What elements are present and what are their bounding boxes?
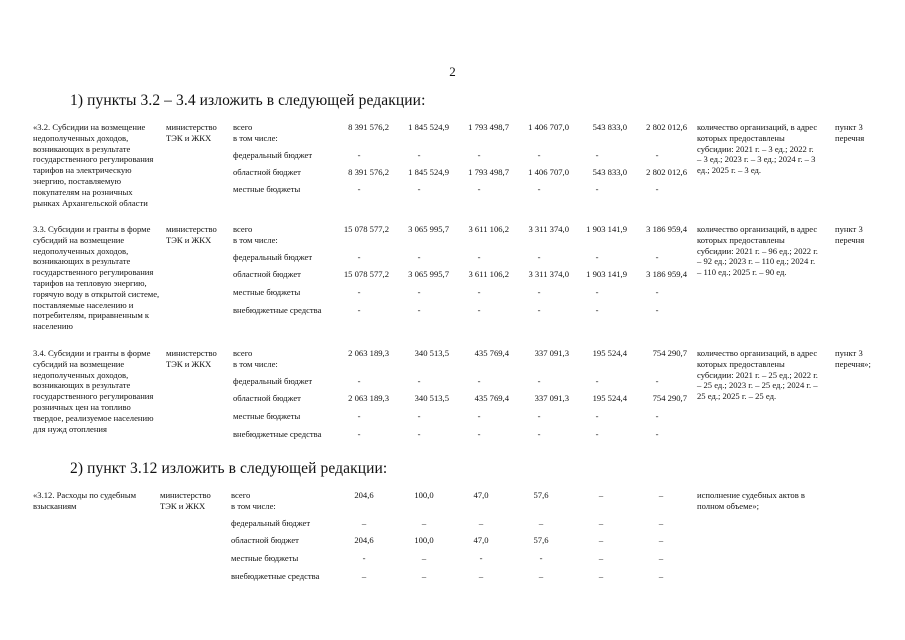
executor: министерство ТЭК и ЖКХ bbox=[166, 224, 217, 245]
funding-source-label: федеральный бюджет bbox=[233, 376, 313, 386]
amount-cell: 3 065 995,7 bbox=[408, 269, 449, 279]
amount-cell: - bbox=[477, 429, 481, 439]
funding-source-label: областной бюджет bbox=[233, 269, 301, 279]
amount-cell: - bbox=[362, 553, 366, 563]
amount-cell: 15 078 577,2 bbox=[343, 224, 389, 234]
funding-source-label: местные бюджеты bbox=[231, 553, 299, 563]
amount-cell: 3 611 106,2 bbox=[468, 269, 509, 279]
amount-cell: - bbox=[477, 150, 481, 160]
executor: министерство ТЭК и ЖКХ bbox=[166, 348, 217, 369]
funding-source-label: федеральный бюджет bbox=[231, 518, 311, 528]
funding-source-label: федеральный бюджет bbox=[233, 252, 313, 262]
amount-cell: – bbox=[421, 518, 427, 528]
funding-source-label: местные бюджеты bbox=[233, 287, 301, 297]
amount-cell: – bbox=[658, 490, 664, 500]
amount-cell: – bbox=[421, 553, 427, 563]
amount-cell: 435 769,4 bbox=[474, 348, 509, 358]
amount-cell: - bbox=[655, 252, 659, 262]
amount-cell: - bbox=[417, 150, 421, 160]
amount-cell: 3 186 959,4 bbox=[646, 224, 687, 234]
amount-cell: 2 802 012,6 bbox=[646, 122, 687, 132]
heading-1: 1) пункты 3.2 – 3.4 изложить в следующей редакции: bbox=[70, 92, 426, 109]
funding-source-label: областной бюджет bbox=[233, 167, 301, 177]
amount-cell: - bbox=[357, 411, 361, 421]
amount-cell: – bbox=[598, 553, 604, 563]
amount-cell: - bbox=[477, 252, 481, 262]
amount-cell: - bbox=[357, 184, 361, 194]
amount-cell: - bbox=[357, 429, 361, 439]
amount-cell: 2 802 012,6 bbox=[646, 167, 687, 177]
amount-cell: - bbox=[537, 429, 541, 439]
amount-cell: – bbox=[598, 518, 604, 528]
amount-cell: 340 513,5 bbox=[414, 348, 449, 358]
amount-cell: 195 524,4 bbox=[592, 348, 627, 358]
amount-cell: - bbox=[479, 553, 483, 563]
amount-cell: 1 793 498,7 bbox=[468, 122, 509, 132]
amount-cell: - bbox=[417, 252, 421, 262]
amount-cell: 47,0 bbox=[473, 535, 489, 545]
amount-cell: - bbox=[537, 150, 541, 160]
amount-cell: 337 091,3 bbox=[534, 393, 569, 403]
amount-cell: – bbox=[658, 553, 664, 563]
amount-cell: 15 078 577,2 bbox=[343, 269, 389, 279]
amount-cell: 435 769,4 bbox=[474, 393, 509, 403]
funding-source-label: всего bbox=[231, 490, 251, 500]
amount-cell: - bbox=[357, 150, 361, 160]
amount-cell: 3 311 374,0 bbox=[528, 269, 569, 279]
funding-source-label: внебюджетные средства bbox=[233, 429, 322, 439]
amount-cell: 100,0 bbox=[414, 535, 434, 545]
funding-source-label: внебюджетные средства bbox=[233, 305, 322, 315]
amount-cell: – bbox=[538, 518, 544, 528]
result-indicator: количество организаций, в адрес которых предоставлены субсидии: 2021 г. – 25 ед.; 2022 г. – 25 ед.; 2023 г. – 25 ед.; 2024 г. – 25 ед.; 2025 г. – 25 ед. bbox=[697, 348, 818, 402]
list-reference: пункт 3 перечня bbox=[835, 122, 865, 143]
amount-cell: 8 391 576,2 bbox=[348, 167, 389, 177]
amount-cell: - bbox=[537, 252, 541, 262]
amount-cell: - bbox=[655, 411, 659, 421]
measure-name: «3.2. Субсидии на возмещение недополученных доходов, возникающих в результате государственного регулирования тарифов на электрическую энергию, поставляемую покупателям на розничных рынках Архангельской области bbox=[33, 122, 154, 208]
amount-cell: - bbox=[537, 376, 541, 386]
funding-source-label: местные бюджеты bbox=[233, 411, 301, 421]
measure-name: 3.4. Субсидии и гранты в форме субсидий на возмещение недополученных доходов, возникающих в результате государственного регулирования розничных цен на топливо твердое, реализуемое населению для нужд отопления bbox=[33, 348, 154, 434]
amount-cell: – bbox=[538, 571, 544, 581]
amount-cell: - bbox=[417, 411, 421, 421]
funding-source-sublabel: в том числе: bbox=[233, 234, 278, 245]
amount-cell: 1 845 524,9 bbox=[408, 122, 449, 132]
amount-cell: - bbox=[595, 429, 599, 439]
funding-source-label: всего bbox=[233, 122, 253, 132]
amount-cell: – bbox=[361, 571, 367, 581]
amount-cell: 47,0 bbox=[473, 490, 489, 500]
amount-cell: 543 833,0 bbox=[592, 122, 627, 132]
amount-cell: 57,6 bbox=[533, 535, 549, 545]
amount-cell: 1 845 524,9 bbox=[408, 167, 449, 177]
result-indicator: количество организаций, в адрес которых предоставлены субсидии: 2021 г. – 96 ед.; 2022 г. – 92 ед.; 2023 г. – 110 ед.; 2024 г. – 110 ед.; 2025 г. – 90 ед. bbox=[697, 224, 818, 278]
amount-cell: - bbox=[417, 429, 421, 439]
list-reference: пункт 3 перечня bbox=[835, 224, 865, 245]
amount-cell: - bbox=[539, 553, 543, 563]
result-indicator: исполнение судебных актов в полном объеме»; bbox=[697, 490, 805, 511]
amount-cell: – bbox=[421, 571, 427, 581]
amount-cell: – bbox=[598, 535, 604, 545]
funding-source-label: областной бюджет bbox=[233, 393, 301, 403]
amount-cell: 204,6 bbox=[354, 490, 374, 500]
amount-cell: - bbox=[417, 184, 421, 194]
amount-cell: 1 903 141,9 bbox=[586, 224, 627, 234]
amount-cell: - bbox=[357, 376, 361, 386]
amount-cell: - bbox=[655, 429, 659, 439]
amount-cell: 340 513,5 bbox=[414, 393, 449, 403]
amount-cell: 754 290,7 bbox=[652, 348, 687, 358]
amount-cell: - bbox=[537, 411, 541, 421]
amount-cell: 3 186 959,4 bbox=[646, 269, 687, 279]
amount-cell: 1 903 141,9 bbox=[586, 269, 627, 279]
funding-source-label: всего bbox=[233, 348, 253, 358]
amount-cell: 1 406 707,0 bbox=[528, 122, 569, 132]
amount-cell: - bbox=[357, 305, 361, 315]
amount-cell: - bbox=[477, 184, 481, 194]
amount-cell: 1 406 707,0 bbox=[528, 167, 569, 177]
amount-cell: 3 311 374,0 bbox=[528, 224, 569, 234]
amount-cell: - bbox=[357, 287, 361, 297]
measure-name: «3.12. Расходы по судебным взысканиям bbox=[33, 490, 137, 511]
amount-cell: - bbox=[477, 411, 481, 421]
amount-cell: – bbox=[598, 490, 604, 500]
executor: министерство ТЭК и ЖКХ bbox=[160, 490, 211, 511]
page-number: 2 bbox=[449, 64, 456, 79]
amount-cell: - bbox=[595, 252, 599, 262]
amount-cell: - bbox=[595, 184, 599, 194]
amount-cell: - bbox=[655, 376, 659, 386]
funding-source-sublabel: в том числе: bbox=[233, 132, 278, 143]
amount-cell: - bbox=[595, 376, 599, 386]
amount-cell: - bbox=[357, 252, 361, 262]
executor: министерство ТЭК и ЖКХ bbox=[166, 122, 217, 143]
amount-cell: - bbox=[655, 305, 659, 315]
amount-cell: 3 611 106,2 bbox=[468, 224, 509, 234]
amount-cell: - bbox=[417, 305, 421, 315]
list-reference: пункт 3 перечня»; bbox=[835, 348, 871, 369]
amount-cell: 57,6 bbox=[533, 490, 549, 500]
amount-cell: – bbox=[658, 571, 664, 581]
amount-cell: - bbox=[655, 287, 659, 297]
amount-cell: 195 524,4 bbox=[592, 393, 627, 403]
heading-2: 2) пункт 3.12 изложить в следующей редакции: bbox=[70, 460, 388, 477]
amount-cell: - bbox=[477, 287, 481, 297]
amount-cell: 204,6 bbox=[354, 535, 374, 545]
amount-cell: - bbox=[595, 287, 599, 297]
amount-cell: - bbox=[595, 150, 599, 160]
funding-source-label: внебюджетные средства bbox=[231, 571, 320, 581]
amount-cell: 1 793 498,7 bbox=[468, 167, 509, 177]
funding-source-label: всего bbox=[233, 224, 253, 234]
amount-cell: - bbox=[655, 184, 659, 194]
funding-source-sublabel: в том числе: bbox=[233, 358, 278, 369]
amount-cell: – bbox=[658, 518, 664, 528]
amount-cell: - bbox=[477, 305, 481, 315]
amount-cell: 2 063 189,3 bbox=[348, 348, 389, 358]
amount-cell: – bbox=[658, 535, 664, 545]
amount-cell: - bbox=[595, 305, 599, 315]
amount-cell: – bbox=[598, 571, 604, 581]
amount-cell: - bbox=[477, 376, 481, 386]
amount-cell: 543 833,0 bbox=[592, 167, 627, 177]
amount-cell: 337 091,3 bbox=[534, 348, 569, 358]
amount-cell: 754 290,7 bbox=[652, 393, 687, 403]
amount-cell: - bbox=[417, 287, 421, 297]
amount-cell: - bbox=[537, 287, 541, 297]
funding-source-label: областной бюджет bbox=[231, 535, 299, 545]
amount-cell: – bbox=[478, 571, 484, 581]
amount-cell: 8 391 576,2 bbox=[348, 122, 389, 132]
funding-source-label: федеральный бюджет bbox=[233, 150, 313, 160]
funding-source-label: местные бюджеты bbox=[233, 184, 301, 194]
amount-cell: - bbox=[537, 184, 541, 194]
amount-cell: – bbox=[478, 518, 484, 528]
measure-name: 3.3. Субсидии и гранты в форме субсидий на возмещение недополученных доходов, возникающих в результате государственного регулирования тарифов на тепловую энергию, горячую воду в открытой системе, поставляемые населению и потребителям, приравненным к населению bbox=[33, 224, 160, 332]
funding-source-sublabel: в том числе: bbox=[231, 500, 276, 511]
amount-cell: 2 063 189,3 bbox=[348, 393, 389, 403]
amount-cell: 100,0 bbox=[414, 490, 434, 500]
amount-cell: - bbox=[655, 150, 659, 160]
result-indicator: количество организаций, в адрес которых предоставлены субсидии: 2021 г. – 3 ед.; 2022 г. – 3 ед.; 2023 г. – 3 ед.; 2024 г. – 3 ед.; 2025 г. – 3 ед. bbox=[697, 122, 818, 176]
amount-cell: - bbox=[417, 376, 421, 386]
amount-cell: – bbox=[361, 518, 367, 528]
amount-cell: - bbox=[595, 411, 599, 421]
amount-cell: - bbox=[537, 305, 541, 315]
amount-cell: 3 065 995,7 bbox=[408, 224, 449, 234]
